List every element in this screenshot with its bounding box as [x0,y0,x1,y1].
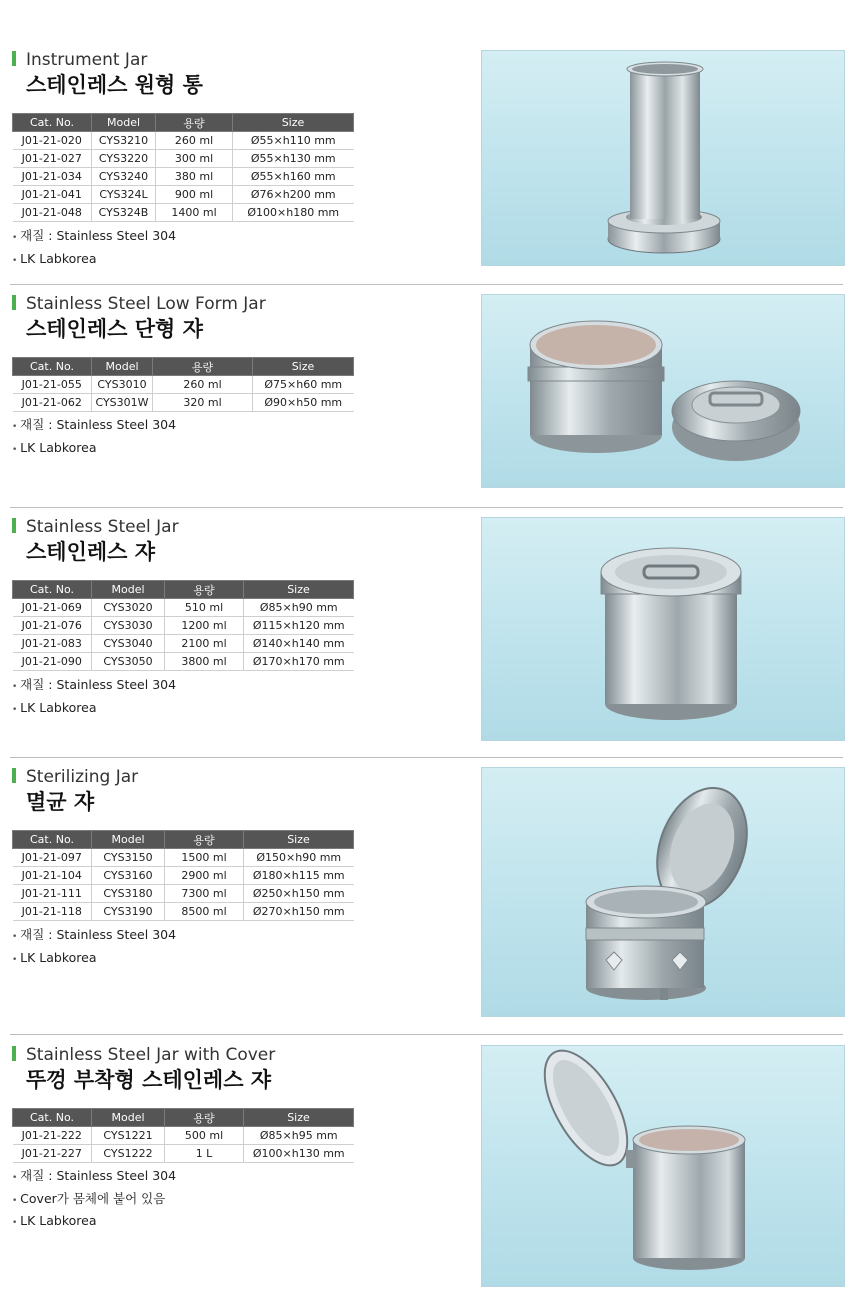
section-divider [10,1034,843,1035]
cell-cat-no: J01-21-020 [13,132,92,150]
table-row [13,635,354,653]
cell-model: CYS3010 [92,376,153,394]
spec-table [12,357,354,412]
spec-table [12,1108,354,1163]
table-row [13,1127,354,1145]
instrument-jar-photo [481,50,845,266]
cell-capacity: 510 ml [165,599,244,617]
cell-size: Ø55×h160 mm [233,168,354,186]
section-divider [10,507,843,508]
cell-model: CYS3180 [92,885,165,903]
note-material: • 재질 : Stainless Steel 304 [12,1166,176,1189]
header-cat-no: Cat. No. [13,114,92,132]
header-cat-no: Cat. No. [13,1109,92,1127]
cell-cat-no: J01-21-048 [13,204,92,222]
cell-cat-no: J01-21-090 [13,653,92,671]
steel-jar-photo [481,517,845,741]
cell-size: Ø180×h115 mm [244,867,354,885]
notes-list [12,415,176,460]
cell-model: CYS3240 [92,168,156,186]
note-material: • 재질 : Stainless Steel 304 [12,415,176,438]
cell-capacity: 380 ml [156,168,233,186]
cell-model: CYS3150 [92,849,165,867]
note-brand: • LK Labkorea [12,249,176,272]
section-divider [10,757,843,758]
cell-size: Ø115×h120 mm [244,617,354,635]
header-cat-no: Cat. No. [13,581,92,599]
title-accent-bar [12,518,16,533]
cell-size: Ø85×h95 mm [244,1127,354,1145]
section-title-en: Stainless Steel Jar with Cover [12,1045,275,1065]
cell-cat-no: J01-21-227 [13,1145,92,1163]
section-title-ko: 스테인레스 쟈 [26,540,156,564]
note-brand: • LK Labkorea [12,1211,176,1234]
cell-size: Ø100×h130 mm [244,1145,354,1163]
cell-cat-no: J01-21-062 [13,394,92,412]
cell-size: Ø90×h50 mm [253,394,354,412]
header-size: Size [233,114,354,132]
cell-model: CYS1221 [92,1127,165,1145]
cell-capacity: 260 ml [156,132,233,150]
cell-size: Ø140×h140 mm [244,635,354,653]
notes-list [12,675,176,720]
header-model: Model [92,1109,165,1127]
header-capacity: 용량 [165,581,244,599]
cell-capacity: 1400 ml [156,204,233,222]
cell-model: CYS324L [92,186,156,204]
cell-model: CYS324B [92,204,156,222]
section-title-en: Sterilizing Jar [12,767,138,787]
sterilizing-jar-icon [482,768,844,1016]
cell-size: Ø75×h60 mm [253,376,354,394]
cell-size: Ø150×h90 mm [244,849,354,867]
spec-table [12,830,354,921]
cell-capacity: 7300 ml [165,885,244,903]
table-row [13,1145,354,1163]
low-form-jar-icon [482,295,844,487]
cell-capacity: 1200 ml [165,617,244,635]
header-capacity: 용량 [165,831,244,849]
section-title-en: Stainless Steel Low Form Jar [12,294,266,314]
cell-model: CYS301W [92,394,153,412]
note-brand: • LK Labkorea [12,698,176,721]
cell-size: Ø55×h110 mm [233,132,354,150]
cell-cat-no: J01-21-076 [13,617,92,635]
header-capacity: 용량 [153,358,253,376]
title-accent-bar [12,768,16,783]
cell-model: CYS3030 [92,617,165,635]
cell-size: Ø85×h90 mm [244,599,354,617]
note-brand: • LK Labkorea [12,948,176,971]
notes-list [12,1166,176,1234]
cell-cat-no: J01-21-097 [13,849,92,867]
header-size: Size [244,831,354,849]
header-size: Size [244,581,354,599]
title-accent-bar [12,1046,16,1061]
header-model: Model [92,358,153,376]
header-size: Size [244,1109,354,1127]
cell-cat-no: J01-21-111 [13,885,92,903]
header-cat-no: Cat. No. [13,831,92,849]
table-row [13,849,354,867]
jar-with-cover-icon [482,1046,844,1286]
table-row [13,394,354,412]
cell-capacity: 8500 ml [165,903,244,921]
cell-cat-no: J01-21-104 [13,867,92,885]
header-model: Model [92,581,165,599]
cell-size: Ø170×h170 mm [244,653,354,671]
cell-size: Ø250×h150 mm [244,885,354,903]
cell-model: CYS3210 [92,132,156,150]
cell-cat-no: J01-21-041 [13,186,92,204]
table-row [13,653,354,671]
table-row [13,204,354,222]
notes-list [12,226,176,271]
cell-size: Ø55×h130 mm [233,150,354,168]
section-title-en: Stainless Steel Jar [12,517,179,537]
cell-model: CYS3160 [92,867,165,885]
section-title-ko: 스테인레스 원형 통 [26,73,203,97]
note-material: • 재질 : Stainless Steel 304 [12,925,176,948]
cell-cat-no: J01-21-034 [13,168,92,186]
cell-cat-no: J01-21-222 [13,1127,92,1145]
header-size: Size [253,358,354,376]
cell-capacity: 3800 ml [165,653,244,671]
section-title-ko: 멸균 쟈 [26,790,95,814]
note-material: • 재질 : Stainless Steel 304 [12,675,176,698]
note-material: • 재질 : Stainless Steel 304 [12,226,176,249]
header-cat-no: Cat. No. [13,358,92,376]
cell-cat-no: J01-21-069 [13,599,92,617]
cell-cat-no: J01-21-027 [13,150,92,168]
title-accent-bar [12,51,16,66]
cell-size: Ø270×h150 mm [244,903,354,921]
cell-capacity: 500 ml [165,1127,244,1145]
table-row [13,867,354,885]
cell-capacity: 260 ml [153,376,253,394]
cell-capacity: 1500 ml [165,849,244,867]
low-form-jar-photo [481,294,845,488]
cell-cat-no: J01-21-118 [13,903,92,921]
cell-capacity: 300 ml [156,150,233,168]
jar-with-cover-photo [481,1045,845,1287]
cell-capacity: 2100 ml [165,635,244,653]
table-row [13,617,354,635]
title-accent-bar [12,295,16,310]
cell-cat-no: J01-21-083 [13,635,92,653]
table-row [13,376,354,394]
note-cover: • Cover가 몸체에 붙어 있음 [12,1189,176,1212]
cell-model: CYS3050 [92,653,165,671]
table-row [13,903,354,921]
cell-model: CYS3020 [92,599,165,617]
section-title-en: Instrument Jar [12,50,147,70]
section-title-ko: 스테인레스 단형 쟈 [26,317,203,341]
table-row [13,885,354,903]
header-capacity: 용량 [156,114,233,132]
table-row [13,186,354,204]
cell-capacity: 2900 ml [165,867,244,885]
cell-capacity: 1 L [165,1145,244,1163]
cell-model: CYS1222 [92,1145,165,1163]
header-model: Model [92,831,165,849]
cell-capacity: 320 ml [153,394,253,412]
cell-model: CYS3190 [92,903,165,921]
section-title-ko: 뚜껑 부착형 스테인레스 쟈 [26,1068,272,1092]
cell-cat-no: J01-21-055 [13,376,92,394]
note-brand: • LK Labkorea [12,438,176,461]
notes-list [12,925,176,970]
steel-jar-icon [482,518,844,740]
sterilizing-jar-photo [481,767,845,1017]
cell-size: Ø76×h200 mm [233,186,354,204]
table-row [13,599,354,617]
spec-table [12,580,354,671]
cell-model: CYS3040 [92,635,165,653]
header-model: Model [92,114,156,132]
table-row [13,168,354,186]
cell-model: CYS3220 [92,150,156,168]
cell-size: Ø100×h180 mm [233,204,354,222]
instrument-jar-icon [482,51,844,265]
cell-capacity: 900 ml [156,186,233,204]
spec-table [12,113,354,222]
header-capacity: 용량 [165,1109,244,1127]
section-divider [10,284,843,285]
table-row [13,150,354,168]
table-row [13,132,354,150]
